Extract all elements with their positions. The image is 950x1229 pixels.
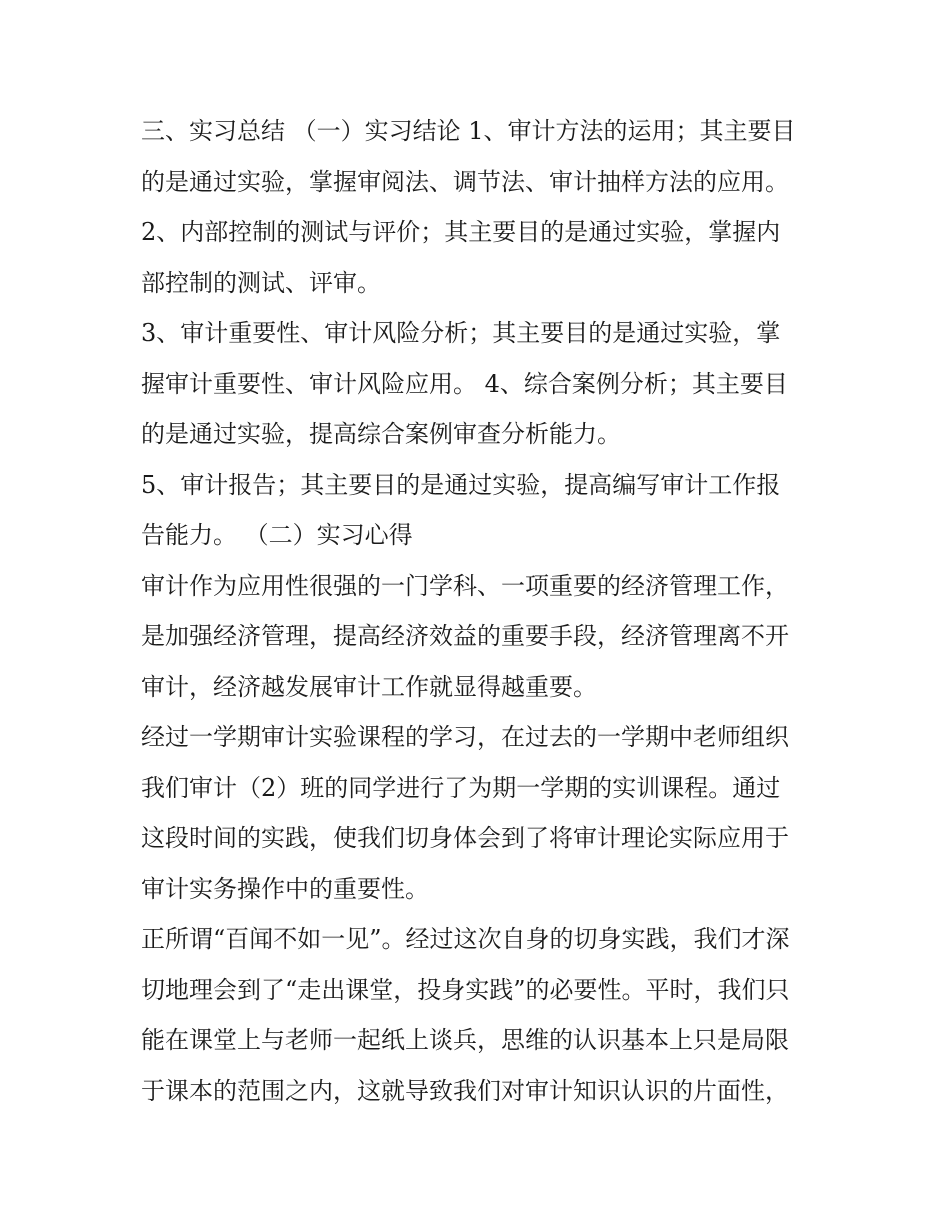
text-line: 5、审计报告；其主要目的是通过实验，提高编写审计工作报 <box>141 470 781 499</box>
text-line: 审计作为应用性很强的一门学科、一项重要的经济管理工作， <box>141 571 789 600</box>
text-line: 审计实务操作中的重要性。 <box>141 874 429 903</box>
text-line: 三、实习总结 （一）实习结论 1、审计方法的运用；其主要目 <box>141 117 796 145</box>
text-line: 2、内部控制的测试与评价；其主要目的是通过实验，掌握内 <box>141 218 781 246</box>
text-line: 3、审计重要性、审计风险分析；其主要目的是通过实验，掌 <box>141 319 781 347</box>
text-line: 部控制的测试、评审。 <box>141 268 381 297</box>
text-line: 审计，经济越发展审计工作就显得越重要。 <box>141 672 597 701</box>
text-line: 这段时间的实践，使我们切身体会到了将审计理论实际应用于 <box>141 824 789 852</box>
text-line: 于课本的范围之内，这就导致我们对审计知识认识的片面性， <box>141 1076 789 1105</box>
text-line: 的是通过实验，提高综合案例审查分析能力。 <box>141 420 621 448</box>
text-line: 能在课堂上与老师一起纸上谈兵，思维的认识基本上只是局限 <box>141 1026 789 1054</box>
text-line: 是加强经济管理，提高经济效益的重要手段，经济管理离不开 <box>141 622 789 650</box>
document-body <box>141 106 821 1116</box>
text-line: 经过一学期审计实验课程的学习，在过去的一学期中老师组织 <box>141 723 789 751</box>
text-line: 我们审计（2）班的同学进行了为期一学期的实训课程。通过 <box>141 773 781 802</box>
text-line: 的是通过实验，掌握审阅法、调节法、审计抽样方法的应用。 <box>141 167 789 196</box>
text-line: 正所谓“百闻不如一见”。经过这次自身的切身实践，我们才深 <box>141 925 790 953</box>
text-line: 握审计重要性、审计风险应用。 4、综合案例分析；其主要目 <box>141 369 788 398</box>
text-line: 告能力。 （二）实习心得 <box>141 521 413 549</box>
text-line: 切地理会到了“走出课堂，投身实践”的必要性。平时，我们只 <box>141 975 790 1004</box>
